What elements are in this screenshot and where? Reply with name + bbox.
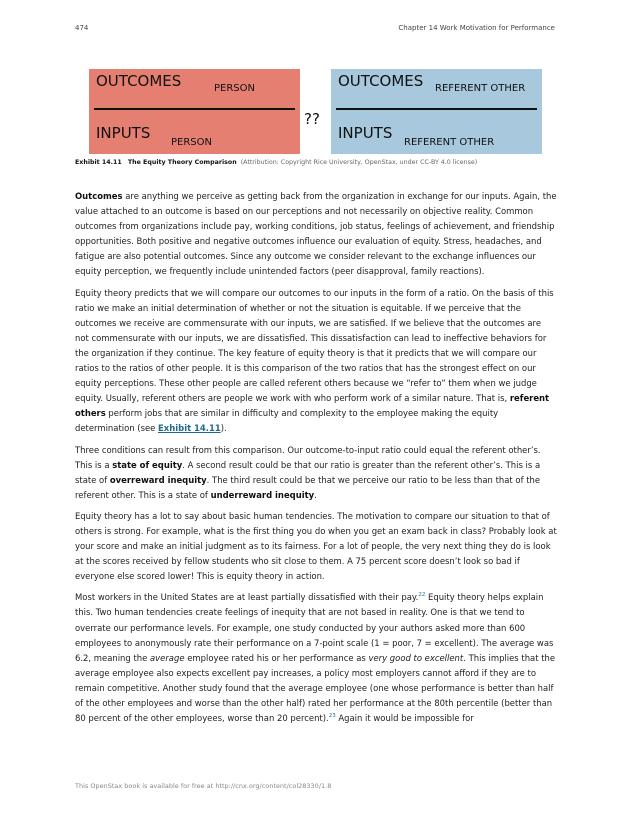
footnote-ref[interactable]: 22 [418,592,426,599]
term-state-of-equity: state of equity [112,459,183,470]
paragraph-text: . The third result could be that we perceive our ratio to be less than that of the referent other. This is a state of [75,474,541,500]
paragraph-text: perform jobs that are similar in difficulty and complexity to the employee making the equity determination (see [75,408,499,434]
comparison-operator: ?? [304,110,320,128]
paragraph-text: . [314,489,317,500]
term-outcomes: Outcomes [75,191,123,201]
person-outcomes-sub: PERSON [214,83,255,94]
footnote-ref[interactable]: 23 [328,713,336,720]
paragraph-text: employee rated his or her performance as [184,652,369,663]
paragraph-text: ). [220,423,227,434]
paragraph-tendencies: Equity theory has a lot to say about basic human tendencies. The motivation to compare our situation to that of others is strong. For example, what is the first thing you do when you get an exam back in class? Probably look at your score and make an initial judgment as to its fairness. For a lot of people, the very next thing they do is look at the scores received by fellow students who sit close to them. A 75 percent score doesn’t look so bad if everyone else scored lower! This is equity theory in action. [75,510,557,582]
caption-label: Exhibit 14.11 [75,159,122,166]
paragraph-ratio [75,286,557,437]
person-inputs-sub: PERSON [171,137,212,148]
paragraph-text: Most workers in the United States are at least partially dissatisfied with their pay. [75,592,419,603]
paragraph-text: . A second result could be that our ratio is greater than the referent other’s. This is a state of [75,459,541,485]
person-inputs-label: INPUTS [96,124,151,142]
paragraph-dissatisfaction [75,590,557,726]
ratio-line [336,108,537,110]
paragraph-text: . This implies that the average employee also expects excellent pay increases, a policy most employers cannot afford if they are to remain competitive. Another study found that the average employee (one whose performance is better than half of the other employees and worse than the other half) rated her performance at the 80th percentile (better than 80 percent of the other employees, worse than 20 percent). [75,652,556,724]
page-number: 474 [75,24,89,32]
term-overreward: overreward inequity [109,474,207,485]
ratio-line [94,108,295,110]
caption-attribution: (Attribution: Copyright Rice University, OpenStax, under CC-BY 4.0 license) [240,159,478,166]
chapter-title: Chapter 14 Work Motivation for Performance [398,24,555,32]
paragraph-text: are anything we perceive as getting back from the organization in exchange for our inputs. Again, the value attached to an outcome is based on our perceptions and not necessarily on objective reality. Common outcomes from organizations include pay, working conditions, job status, feelings of achievement, and friendship opportunities. Both positive and negative outcomes influence our evaluation of equity. Stress, headaches, and fatigue are also potential outcomes. Since any outcome we consider relevant to the exchange influences our equity perception, we frequently include unintended factors (peer disapproval, family reactions). [75,191,557,277]
exhibit-link[interactable]: Exhibit 14.11 [158,423,221,434]
referent-inputs-sub: REFERENT OTHER [404,137,495,148]
paragraph-text: Again it would be impossible for [335,713,474,724]
body-text [75,189,557,732]
emphasis-very-good: very good to excellent [368,652,464,663]
term-referent-others: referent others [75,393,550,419]
term-underreward: underreward inequity [210,489,315,500]
paragraph-conditions [75,443,557,503]
person-ratio-box [89,69,300,154]
referent-ratio-box [331,69,542,154]
paragraph-text: Three conditions can result from this comparison. Our outcome-to-input ratio could equal the referent other’s. This is a [75,444,541,470]
referent-outcomes-sub: REFERENT OTHER [435,83,526,94]
paragraph-text: Equity theory predicts that we will compare our outcomes to our inputs in the form of a ratio. On the basis of this ratio we make an initial determination of whether or not the situation is equitable. If we perceive that the outcomes we receive are commensurate with our inputs, we are satisfied. If we believe that the outcomes are not commensurate with our inputs, we are dissatisfied. This dissatisfaction can lead to ineffective behaviors for the organization if they continue. The key feature of equity theory is that it predicts that we will compare our ratios to the ratios of other people. It is this comparison of the two ratios that has the strongest effect on our equity perceptions. These other people are called referent others because we “refer to” them when we judge equity. Usually, referent others are people we work with who perform work of a similar nature. That is, [75,287,554,404]
caption-title: The Equity Theory Comparison [127,159,237,166]
referent-outcomes-label: OUTCOMES [338,72,424,90]
figure-caption [75,159,555,166]
paragraph-outcomes [75,189,557,280]
referent-inputs-label: INPUTS [338,124,393,142]
emphasis-average: average [149,652,185,663]
paragraph-text: Equity theory helps explain this. Two human tendencies create feelings of inequity that are not based in reality. One is that we tend to overrate our performance levels. For example, one study conducted by your authors asked more than 600 employees to anonymously rate their performance on a 7-point scale (1 = poor, 7 = excellent). The average was 6.2, meaning the [75,592,554,663]
person-outcomes-label: OUTCOMES [96,72,182,90]
page-footer: This OpenStax book is available for free at http://cnx.org/content/col28330/1.8 [75,782,332,790]
